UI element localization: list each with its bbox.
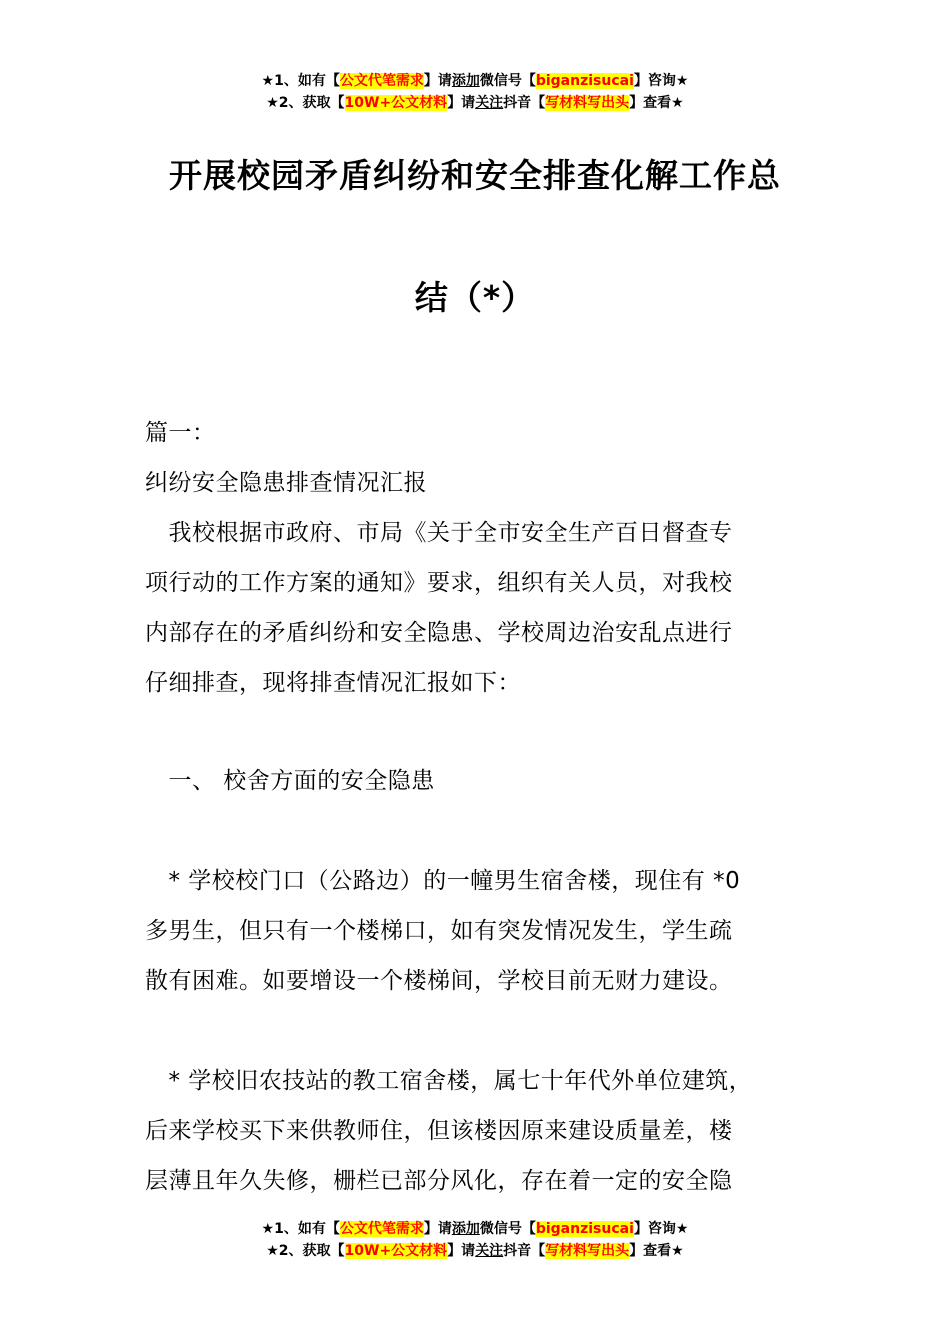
- section-label: 篇一：: [145, 420, 216, 446]
- top-banner: [0, 70, 950, 114]
- body-line: 内部存在的矛盾纠纷和安全隐患、学校周边治安乱点进行: [145, 620, 733, 646]
- body-line: 多男生，但只有一个楼梯口，如有突发情况发生，学生疏: [145, 918, 733, 944]
- document-title-line-2: 结（*）: [414, 278, 536, 317]
- body-line: * 学校旧农技站的教工宿舍楼，属七十年代外单位建筑，: [145, 1068, 753, 1094]
- body-line: 层薄且年久失修，栅栏已部分风化，存在着一定的安全隐: [145, 1168, 733, 1194]
- body-line: 仔细排查，现将排查情况汇报如下：: [145, 670, 521, 696]
- banner-line-1: ★1、如有【公文代笔需求】请添加微信号【biganzisucai】咨询★: [261, 1221, 689, 1237]
- bottom-banner: [0, 1218, 950, 1262]
- banner-line-2: ★2、获取【10W+公文材料】请关注抖音【写材料写出头】查看★: [266, 95, 684, 111]
- body-line: 后来学校买下来供教师住，但该楼因原来建设质量差，楼: [145, 1118, 733, 1144]
- section-heading: 一、 校舍方面的安全隐患: [145, 768, 435, 794]
- body-line: 项行动的工作方案的通知》要求，组织有关人员，对我校: [145, 570, 733, 596]
- body-line: * 学校校门口（公路边）的一幢男生宿舍楼，现住有 *0: [145, 868, 741, 894]
- document-title-line-1: 开展校园矛盾纠纷和安全排查化解工作总: [169, 156, 781, 195]
- body-line: 我校根据市政府、市局《关于全市安全生产百日督查专: [145, 520, 733, 546]
- body-line: 散有困难。如要增设一个楼梯间，学校目前无财力建设。: [145, 968, 733, 994]
- banner-line-2: ★2、获取【10W+公文材料】请关注抖音【写材料写出头】查看★: [266, 1243, 684, 1259]
- banner-line-1: ★1、如有【公文代笔需求】请添加微信号【biganzisucai】咨询★: [261, 73, 689, 89]
- report-subtitle: 纠纷安全隐患排查情况汇报: [145, 470, 427, 496]
